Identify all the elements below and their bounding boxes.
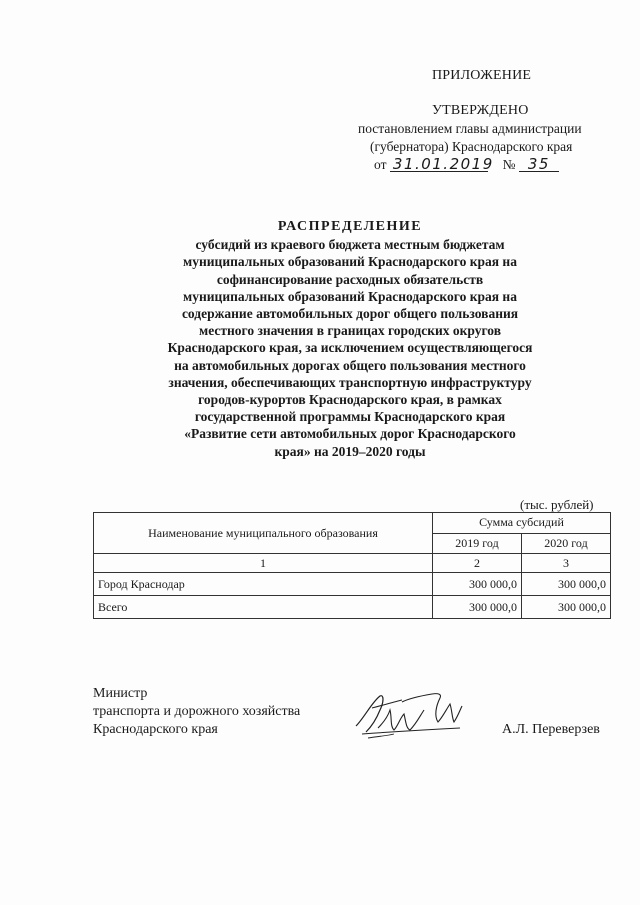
signer-title-line-3: Краснодарского края [93,722,218,737]
date-prefix: от [374,157,387,172]
amount-2020: 300 000,0 [522,573,611,596]
title-line: местного значения в границах городских округов [199,323,501,339]
header-year-2020: 2020 год [522,533,611,554]
decree-line-2: (губернатора) Краснодарского края [370,139,573,154]
document-title [150,218,550,460]
municipality-name: Город Краснодар [94,573,433,596]
decree-date-line [374,157,559,173]
table-row [94,573,611,596]
handwritten-signature [350,688,470,748]
title-line: «Развитие сети автомобильных дорог Краснодарского [184,426,516,442]
signer-title-line-1: Министр [93,686,148,701]
table-row-total [94,596,611,619]
header-subsidy-sum: Сумма субсидий [433,513,611,534]
title-line: субсидий из краевого бюджета местным бюджетам [195,237,505,253]
amount-2019: 300 000,0 [433,573,522,596]
title-line: значения, обеспечивающих транспортную инфраструктуру [168,374,532,390]
index-cell: 1 [94,554,433,573]
handwritten-date: 31.01.2019 [390,157,488,172]
total-label: Всего [94,596,433,619]
table-header-row [94,513,611,534]
title-main: РАСПРЕДЕЛЕНИЕ [277,219,423,234]
title-line: муниципальных образований Краснодарского края на [183,254,517,270]
approved-label: УТВЕРЖДЕНО [432,103,529,118]
signer-title-line-2: транспорта и дорожного хозяйства [93,704,301,719]
title-line: государственной программы Краснодарского края [194,409,506,425]
table-index-row [94,554,611,573]
subsidy-table [93,512,611,619]
index-cell: 2 [433,554,522,573]
index-cell: 3 [522,554,611,573]
header-year-2019: 2019 год [433,533,522,554]
title-line: муниципальных образований Краснодарского края на [183,288,517,304]
total-2019: 300 000,0 [433,596,522,619]
title-line: края» на 2019–2020 годы [274,443,426,459]
decree-line-1: постановлением главы администрации [358,121,582,136]
title-line: Краснодарского края, за исключением осуществляющегося [167,340,533,356]
signer-name: А.Л. Переверзев [502,722,600,737]
header-municipality: Наименование муниципального образования [94,513,433,554]
number-sign: № [502,157,516,172]
title-line: на автомобильных дорогах общего пользования местного [174,357,526,373]
units-label: (тыс. рублей) [520,497,594,512]
title-line: софинансирование расходных обязательств [216,271,484,287]
title-line: городов-курортов Краснодарского края, в рамках [198,392,502,408]
handwritten-number: 35 [519,157,559,172]
title-line: содержание автомобильных дорог общего пользования [181,306,519,322]
total-2020: 300 000,0 [522,596,611,619]
appendix-label: ПРИЛОЖЕНИЕ [432,68,532,83]
